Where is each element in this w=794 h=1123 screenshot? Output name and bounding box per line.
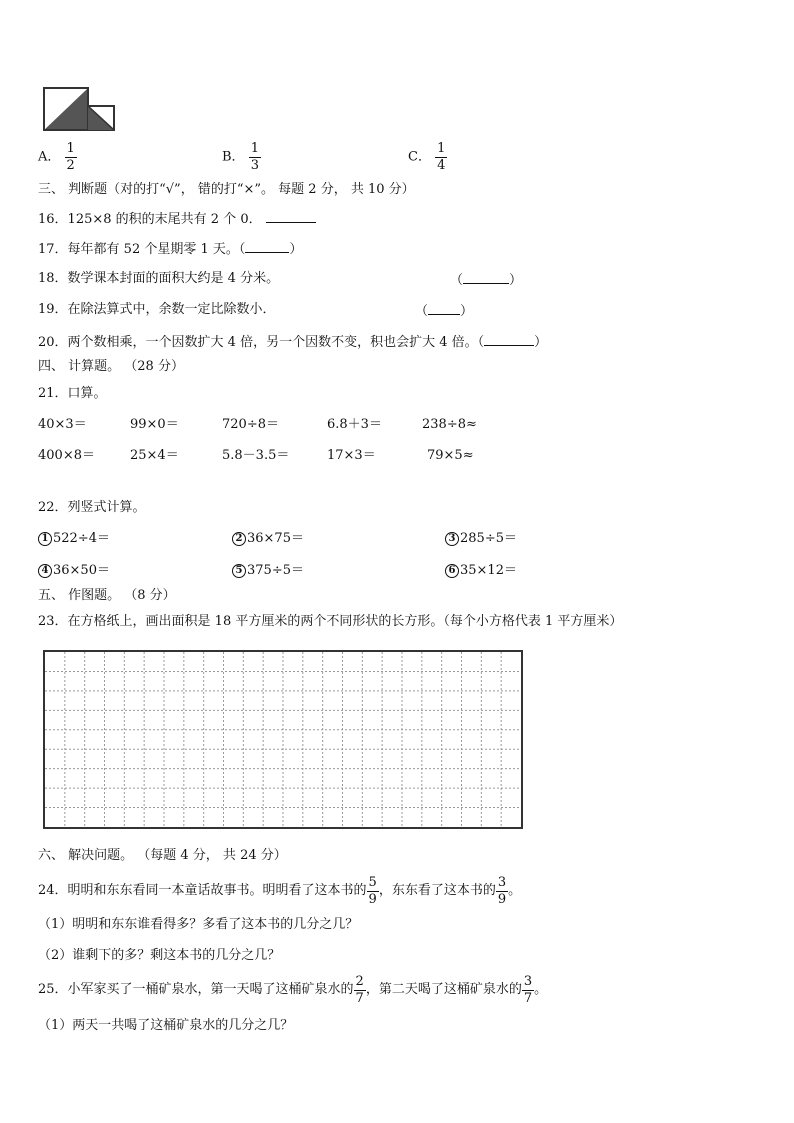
vertical-calc-item: 3 285÷5＝: [445, 531, 517, 547]
option-letter: C．: [408, 149, 431, 165]
section-title: 四、 计算题。 （28 分）: [38, 359, 184, 374]
oral-calc: 25×4＝: [130, 448, 179, 463]
fraction: $\frac{3}{7}$: [523, 973, 533, 1006]
fraction: $\frac{3}{9}$: [497, 874, 507, 907]
fraction: $\frac{1}{4}$: [437, 141, 446, 173]
oral-calc: 400×8＝: [38, 448, 95, 463]
vertical-calc-item: 1 522÷4＝: [38, 531, 110, 547]
question-24-2: （2）谁剩下的多？剩这本书的几分之几？: [38, 948, 281, 963]
answer-blank[interactable]: [484, 333, 534, 346]
question-22: 22．列竖式计算。: [38, 500, 146, 515]
question-24: 24．明明和东东看同一本童话故事书。明明看了这本书的 $\frac{5}{9}$ ，东东看了这本书的 $\frac{3}{9}$ 。: [38, 874, 522, 907]
answer-blank[interactable]: [245, 240, 289, 253]
fraction: $\frac{1}{3}$: [250, 141, 259, 173]
vertical-calc-item: 5 375÷5＝: [232, 563, 304, 579]
oral-calc: 40×3＝: [38, 417, 87, 432]
circled-number: 4: [38, 564, 52, 578]
question-24-1: （1）明明和东东谁看得多？多看了这本书的几分之几？: [38, 917, 359, 932]
circled-number: 1: [38, 532, 52, 546]
circled-number: 3: [445, 532, 459, 546]
answer-blank[interactable]: [266, 210, 316, 223]
vertical-calc-item: 2 36×75＝: [232, 531, 304, 547]
section-title: 五、 作图题。 （8 分）: [38, 588, 176, 603]
section-title: 三、 判断题（对的打“√”， 错的打“×”。 每题 2 分， 共 10 分）: [38, 182, 415, 197]
question-19: 19．在除法算式中，余数一定比除数小．: [38, 302, 276, 317]
option-c[interactable]: [408, 142, 447, 173]
question-16: 16．125×8 的积的末尾共有 2 个 0．: [38, 210, 316, 228]
oral-calc: 17×3＝: [327, 448, 376, 463]
circled-number: 5: [232, 564, 246, 578]
fraction: $\frac{2}{7}$: [355, 973, 364, 1006]
question-23: 23．在方格纸上，画出面积是 18 平方厘米的两个不同形状的长方形。（每个小方格代表 1 平方厘米）: [38, 614, 623, 629]
option-letter: B．: [222, 149, 245, 165]
answer-bracket-19[interactable]: （ ）: [415, 304, 474, 319]
option-letter: A．: [38, 149, 61, 165]
grid-paper[interactable]: [43, 650, 523, 829]
shape-figure: [42, 86, 118, 132]
question-25: 25．小军家买了一桶矿泉水，第一天喝了这桶矿泉水的 $\frac{2}{7}$ ，第二天喝了这桶矿泉水的 $\frac{3}{7}$ 。: [38, 973, 548, 1006]
question-20: 20．两个数相乘，一个因数扩大 4 倍，另一个因数不变，积也会扩大 4 倍。（ ）: [38, 335, 548, 350]
question-18: 18．数学课本封面的面积大约是 4 分米。: [38, 271, 280, 286]
section-title: 六、 解决问题。 （每题 4 分， 共 24 分）: [38, 848, 287, 863]
question-25-1: （1）两天一共喝了这桶矿泉水的几分之几？: [38, 1018, 294, 1033]
oral-calc: 79×5≈: [427, 448, 474, 463]
oral-calc: 238÷8≈: [422, 417, 477, 432]
fraction: $\frac{1}{2}$: [66, 141, 75, 173]
question-17: 17．每年都有 52 个星期零 1 天。（ ）: [38, 242, 303, 257]
answer-blank[interactable]: [428, 302, 460, 315]
option-b[interactable]: [222, 142, 261, 173]
oral-calc: 99×0＝: [130, 417, 179, 432]
oral-calc: 720÷8＝: [222, 417, 279, 432]
vertical-calc-item: 6 35×12＝: [445, 563, 517, 579]
fraction: $\frac{5}{9}$: [368, 874, 377, 907]
answer-bracket-18[interactable]: （ ）: [450, 273, 523, 288]
oral-calc: 5.8－3.5＝: [222, 448, 290, 463]
oral-calc: 6.8＋3＝: [327, 417, 382, 432]
circled-number: 2: [232, 532, 246, 546]
option-a[interactable]: [38, 142, 77, 173]
question-21: 21．口算。: [38, 386, 107, 401]
circled-number: 6: [445, 564, 459, 578]
answer-blank[interactable]: [463, 271, 509, 284]
vertical-calc-item: 4 36×50＝: [38, 563, 110, 579]
